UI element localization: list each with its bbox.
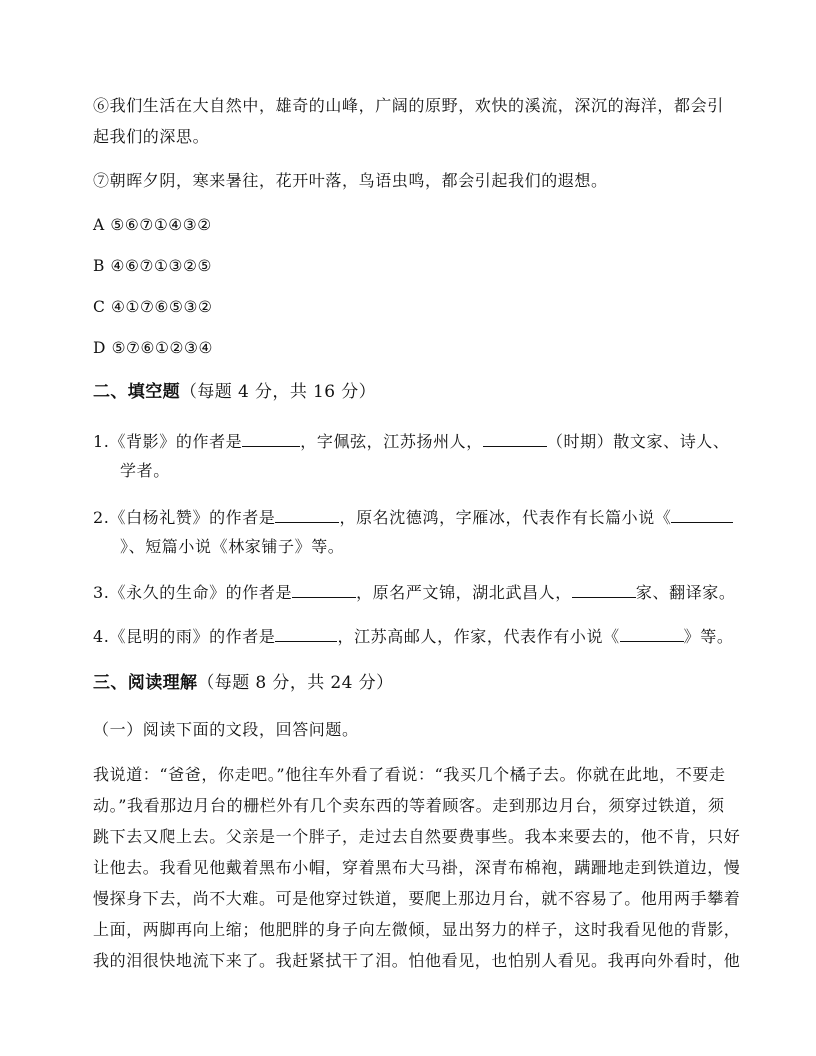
section-2-score-note: （每题 4 分，共 16 分）: [180, 382, 377, 402]
q4-part-a: 4.《昆明的雨》的作者是: [93, 627, 276, 646]
q2-part-a: 2.《白杨礼赞》的作者是: [93, 508, 276, 527]
question-2: [93, 507, 733, 528]
option-a-letter: A: [93, 216, 105, 234]
section-3-heading: [93, 673, 393, 693]
q4-part-c: 》等。: [683, 627, 734, 646]
q3-blank-profession[interactable]: [572, 582, 636, 598]
item-7: ⑦朝晖夕阴，寒来暑往，花开叶落，鸟语虫鸣，都会引起我们的遐想。: [93, 171, 608, 190]
q2-blank-novel[interactable]: [671, 507, 733, 523]
q4-blank-novel[interactable]: [620, 626, 684, 642]
option-c-sequence: ④①⑦⑥⑤③②: [111, 298, 213, 316]
q1-blank-author[interactable]: [242, 431, 300, 447]
option-d-letter: D: [93, 339, 107, 357]
option-d-sequence: ⑤⑦⑥①②③④: [111, 339, 214, 357]
passage-line: 动。”我看那边月台的栅栏外有几个卖东西的等着顾客。走到那边月台，须穿过铁道，须: [93, 796, 725, 815]
question-1: [93, 431, 730, 452]
question-1-cont: 学者。: [120, 461, 170, 480]
q1-part-a: 1.《背影》的作者是: [93, 432, 243, 451]
section-3-score-note: （每题 8 分，共 24 分）: [197, 673, 394, 693]
section-3-title: 三、阅读理解: [93, 673, 198, 693]
q2-part-b: ，原名沈德鸿，字雁冰，代表作有长篇小说《: [339, 508, 672, 527]
q2-blank-author[interactable]: [275, 507, 339, 523]
passage-line: 我说道：“爸爸，你走吧。”他往车外看了看说：“我买几个橘子去。你就在此地，不要走: [93, 765, 726, 784]
question-4: [93, 626, 733, 647]
option-b-letter: B: [93, 257, 105, 275]
q1-part-b: ，字佩弦，江苏扬州人，: [300, 432, 483, 451]
item-6-line-1: ⑥我们生活在大自然中，雄奇的山峰，广阔的原野，欢快的溪流，深沉的海洋，都会引: [93, 96, 724, 115]
passage-line: 跳下去又爬上去。父亲是一个胖子，走过去自然要费事些。我本来要去的，他不肯，只好: [93, 827, 741, 846]
q3-part-b: ，原名严文锦，湖北武昌人，: [356, 583, 572, 602]
option-b-sequence: ④⑥⑦①③②⑤: [110, 257, 212, 275]
option-b: [93, 256, 212, 276]
q3-part-c: 家、翻译家。: [635, 583, 736, 602]
subsection-instruction: （一）阅读下面的文段，回答问题。: [93, 720, 359, 739]
q1-part-c: （时期）散文家、诗人、: [546, 432, 730, 451]
q1-blank-period[interactable]: [483, 431, 547, 447]
option-a-sequence: ⑤⑥⑦①④③②: [110, 216, 212, 234]
q3-blank-author[interactable]: [292, 582, 356, 598]
q4-part-b: ，江苏高邮人，作家，代表作有小说《: [337, 627, 620, 646]
passage-line: 让他去。我看见他戴着黑布小帽，穿着黑布大马褂，深青布棉袍，蹒跚地走到铁道边，慢: [93, 858, 741, 877]
section-2-title: 二、填空题: [93, 382, 180, 402]
passage-line: 上面，两脚再向上缩；他肥胖的身子向左微倾，显出努力的样子，这时我看见他的背影，: [93, 920, 741, 939]
item-6-line-2: 起我们的深思。: [93, 127, 210, 146]
passage-line: 慢探身下去，尚不大难。可是他穿过铁道，要爬上那边月台，就不容易了。他用两手攀着: [93, 889, 741, 908]
question-3: [93, 582, 736, 603]
passage-line: 我的泪很快地流下来了。我赶紧拭干了泪。怕他看见，也怕别人看见。我再向外看时，他: [93, 951, 741, 970]
question-2-cont: 》、短篇小说《林家铺子》等。: [120, 537, 345, 556]
section-2-heading: [93, 382, 376, 402]
option-c-letter: C: [93, 298, 106, 316]
option-c: [93, 297, 212, 317]
option-d: [93, 338, 213, 358]
option-a: [93, 215, 212, 235]
q4-blank-author[interactable]: [275, 626, 337, 642]
q3-part-a: 3.《永久的生命》的作者是: [93, 583, 293, 602]
